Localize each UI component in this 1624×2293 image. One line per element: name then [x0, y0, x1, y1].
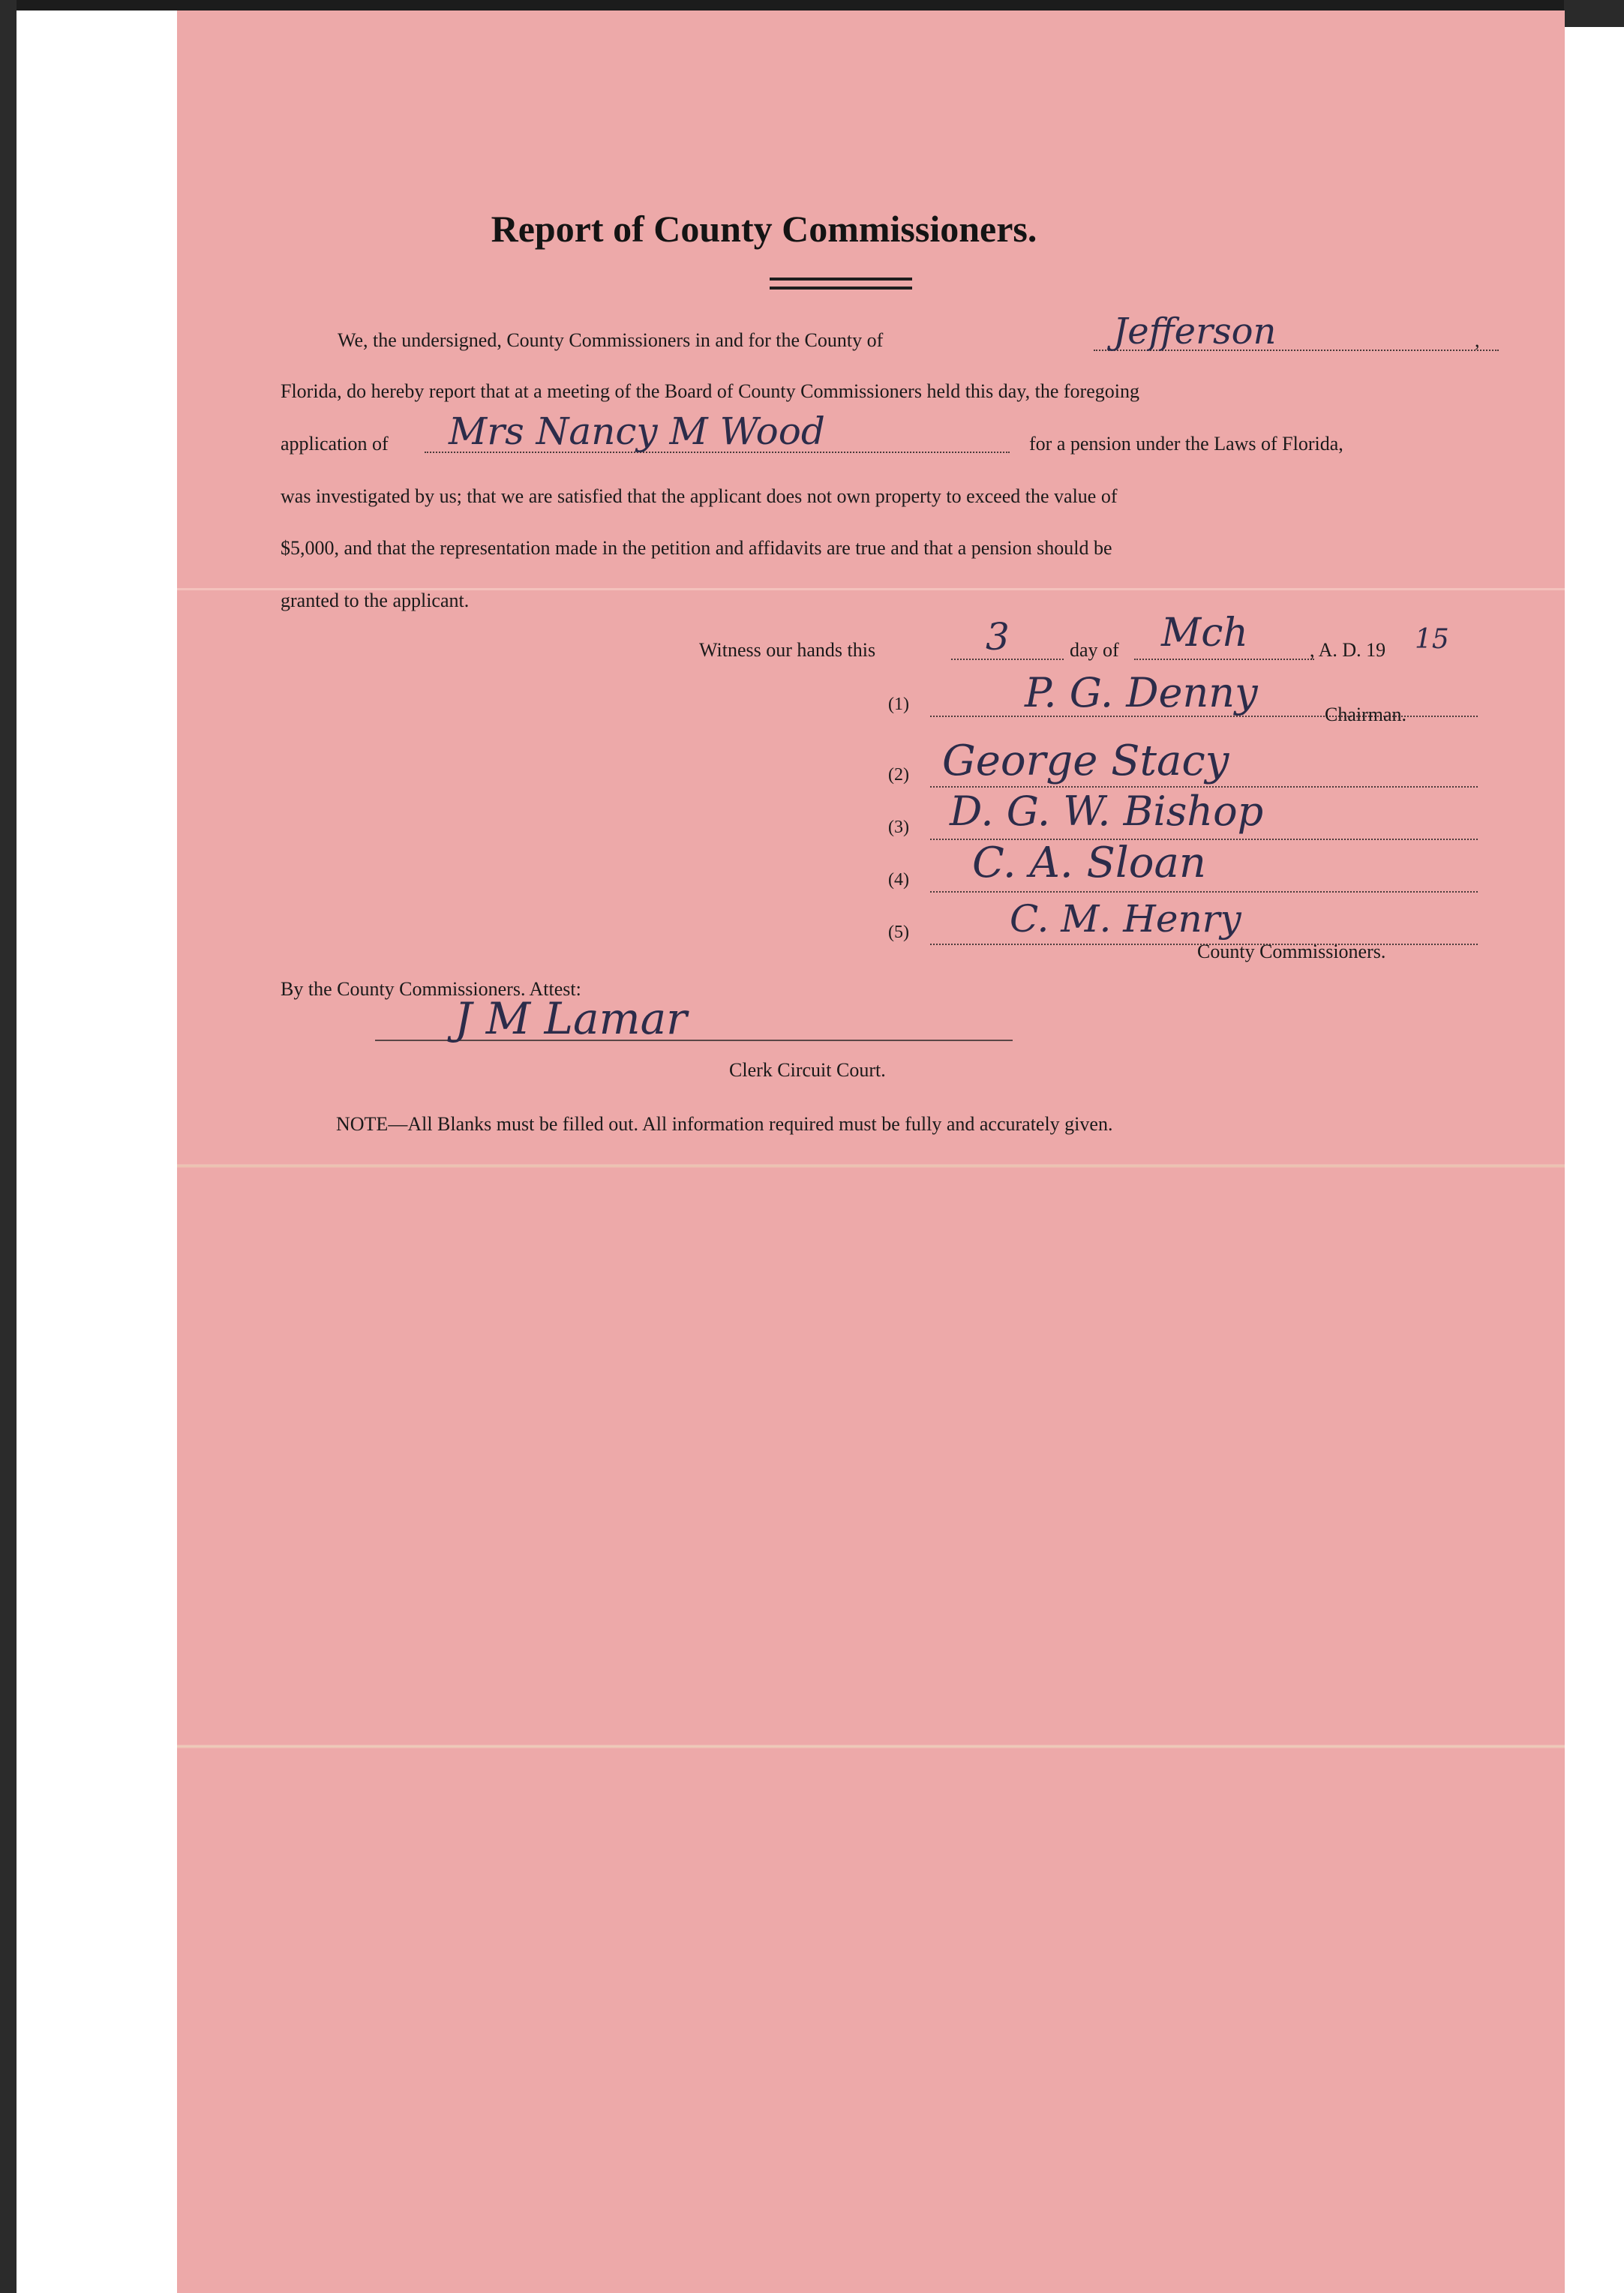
document-sheet	[177, 11, 1565, 2293]
comma: ,	[1475, 329, 1480, 351]
scanner-border-top	[0, 0, 1624, 11]
page-title: Report of County Commissioners.	[491, 208, 1037, 250]
signature-number: (3)	[888, 818, 909, 837]
title-underline	[770, 287, 912, 290]
day-handwritten: 3	[986, 615, 1010, 659]
clerk-label: Clerk Circuit Court.	[729, 1059, 886, 1081]
signature-4: C. A. Sloan	[972, 839, 1206, 887]
report-text-line-2: Florida, do hereby report that at a meeting of the Board of County Commissioners held this day, the foregoing	[281, 380, 1139, 402]
note-text: NOTE—All Blanks must be filled out. All information required must be fully and accurately given.	[336, 1113, 1113, 1135]
month-handwritten: Mch	[1161, 611, 1248, 656]
signature-1: P. G. Denny	[1025, 669, 1258, 716]
clerk-signature: J M Lamar	[455, 993, 687, 1044]
signature-blank	[930, 891, 1478, 893]
fold-crease	[177, 1164, 1565, 1168]
ad-text: , A. D. 19	[1310, 639, 1386, 661]
report-text-line-6: granted to the applicant.	[281, 590, 470, 611]
signature-number: (5)	[888, 923, 909, 942]
application-of-label: application of	[281, 433, 389, 455]
signature-number: (2)	[888, 765, 909, 785]
scanner-border-left	[0, 0, 17, 2293]
attest-text: By the County Commissioners. Attest:	[281, 978, 581, 1000]
day-blank	[951, 659, 1064, 660]
signature-number: (1)	[888, 695, 909, 714]
signature-5: C. M. Henry	[1010, 897, 1241, 941]
pension-text: for a pension under the Laws of Florida,	[1029, 433, 1343, 455]
day-of-text: day of	[1070, 639, 1119, 661]
signature-2: George Stacy	[942, 737, 1229, 785]
applicant-handwritten: Mrs Nancy M Wood	[449, 410, 825, 453]
fold-crease	[177, 1745, 1565, 1748]
year-handwritten: 15	[1415, 624, 1449, 655]
title-underline	[770, 278, 912, 281]
month-blank	[1134, 659, 1314, 660]
report-text-line-4: was investigated by us; that we are satisfied that the applicant does not own property to exceed the value of	[281, 485, 1118, 507]
report-text-line-1: We, the undersigned, County Commissioners in and for the County of	[338, 329, 884, 351]
report-text-line-5: $5,000, and that the representation made in the petition and affidavits are true and that a pension should be	[281, 537, 1112, 559]
commissioners-label: County Commissioners.	[1197, 941, 1386, 962]
signature-number: (4)	[888, 870, 909, 890]
scanner-border-right	[1564, 0, 1624, 2293]
county-handwritten: Jefferson	[1113, 311, 1277, 353]
signature-3: D. G. W. Bishop	[950, 788, 1264, 835]
chairman-label: Chairman.	[1325, 704, 1407, 725]
witness-text: Witness our hands this	[699, 639, 876, 661]
